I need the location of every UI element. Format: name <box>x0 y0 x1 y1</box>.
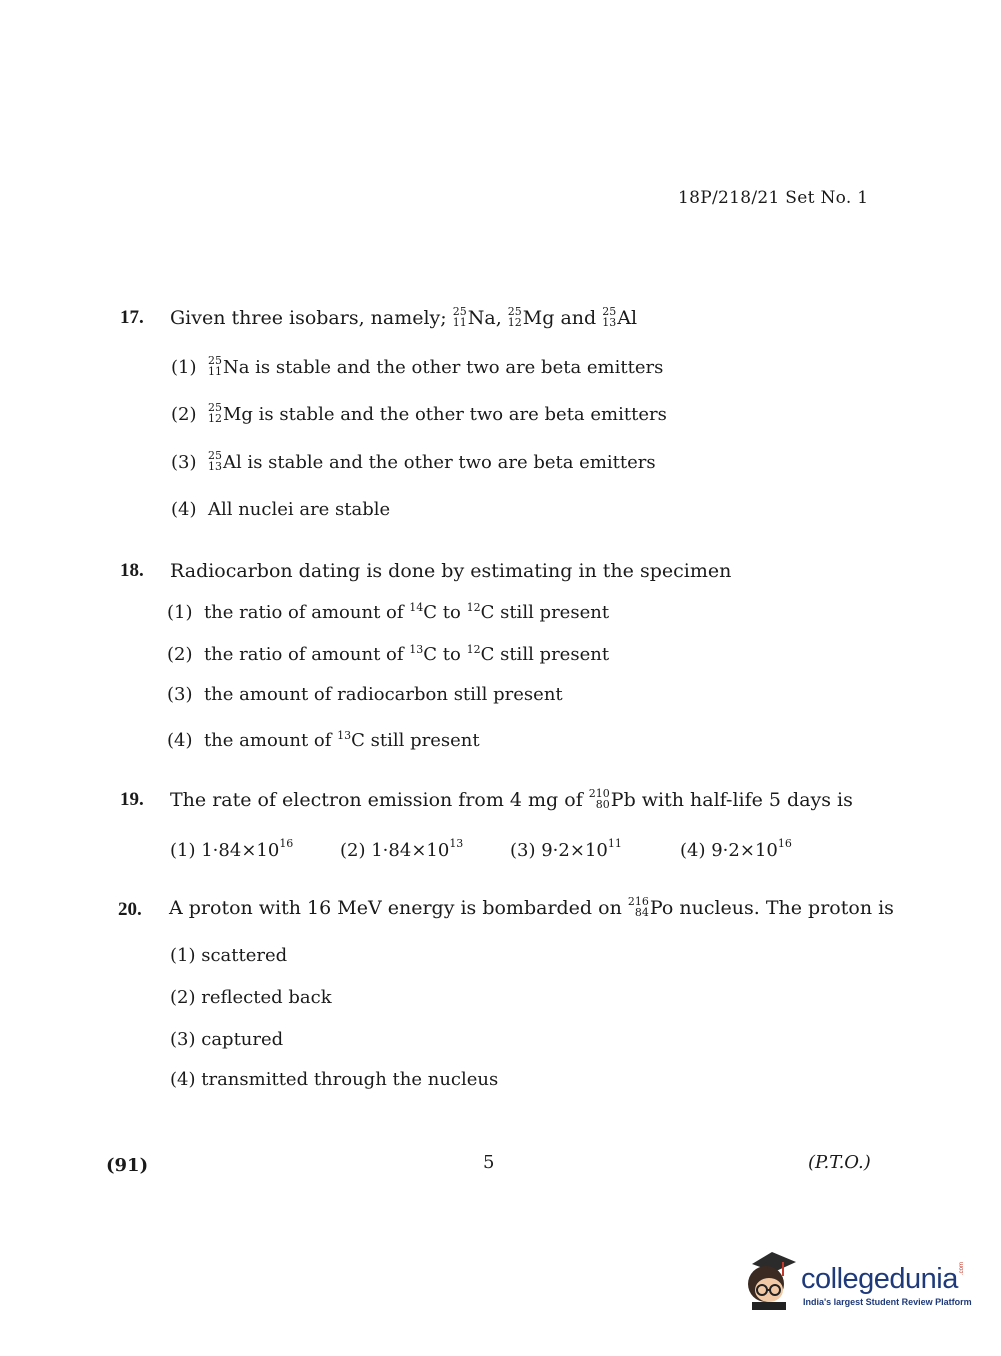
isotope-notation: 25 12 <box>507 305 522 329</box>
option: (1) the ratio of amount of $^{14}$C to $^{12}$C still present <box>167 601 610 623</box>
option: (4) All nuclei are stable <box>171 499 391 520</box>
option: (4) the amount of $^{13}$C still present <box>167 729 480 751</box>
option: (3) captured <box>170 1029 284 1050</box>
option: (3) $9\cdot 2\times 10^{11}$ <box>510 837 622 861</box>
option: (1) scattered <box>170 945 288 966</box>
option: (4) $9\cdot 2\times 10^{16}$ <box>680 837 792 861</box>
isotope-notation: 25 11 <box>452 305 467 329</box>
pto-note: (P.T.O.) <box>808 1152 871 1173</box>
option: (1) 25 11 Na is stable and the other two are beta emitters <box>171 354 664 378</box>
isotope-notation: 25 13 <box>602 305 617 329</box>
question-number: 19. <box>120 789 144 810</box>
question-number: 18. <box>120 560 144 581</box>
logo-wordmark: collegedunia <box>801 1263 958 1295</box>
question-stem: The rate of electron emission from 4 mg of 210 80 Pb with half-life 5 days is <box>170 787 853 811</box>
option: (1) $1\cdot 84\times 10^{16}$ <box>170 837 294 861</box>
logo-suffix: .com <box>959 1261 965 1275</box>
option: (2) reflected back <box>170 987 332 1008</box>
paper-code: 18P/218/21 Set No. 1 <box>678 188 869 208</box>
option: (2) the ratio of amount of $^{13}$C to $^{12}$C still present <box>167 643 610 665</box>
question-stem: Given three isobars, namely; 25 11 Na, 25 12 Mg and 25 13 Al <box>170 305 638 329</box>
question-number: 17. <box>120 307 144 328</box>
question-stem: Radiocarbon dating is done by estimating in the specimen <box>170 560 732 582</box>
logo-tagline: India's largest Student Review Platform <box>803 1297 972 1307</box>
page-code: (91) <box>106 1155 149 1176</box>
option: (3) 25 13 Al is stable and the other two are beta emitters <box>171 449 656 473</box>
option: (3) the amount of radiocarbon still present <box>167 684 563 705</box>
option: (4) transmitted through the nucleus <box>170 1069 499 1090</box>
collegedunia-mascot-icon <box>742 1250 800 1312</box>
option: (2) 25 12 Mg is stable and the other two are beta emitters <box>171 401 667 425</box>
option: (2) $1\cdot 84\times 10^{13}$ <box>340 837 464 861</box>
question-stem: A proton with 16 MeV energy is bombarded on 216 84 Po nucleus. The proton is <box>169 895 894 919</box>
question-number: 20. <box>118 899 142 920</box>
page-number: 5 <box>483 1152 495 1173</box>
